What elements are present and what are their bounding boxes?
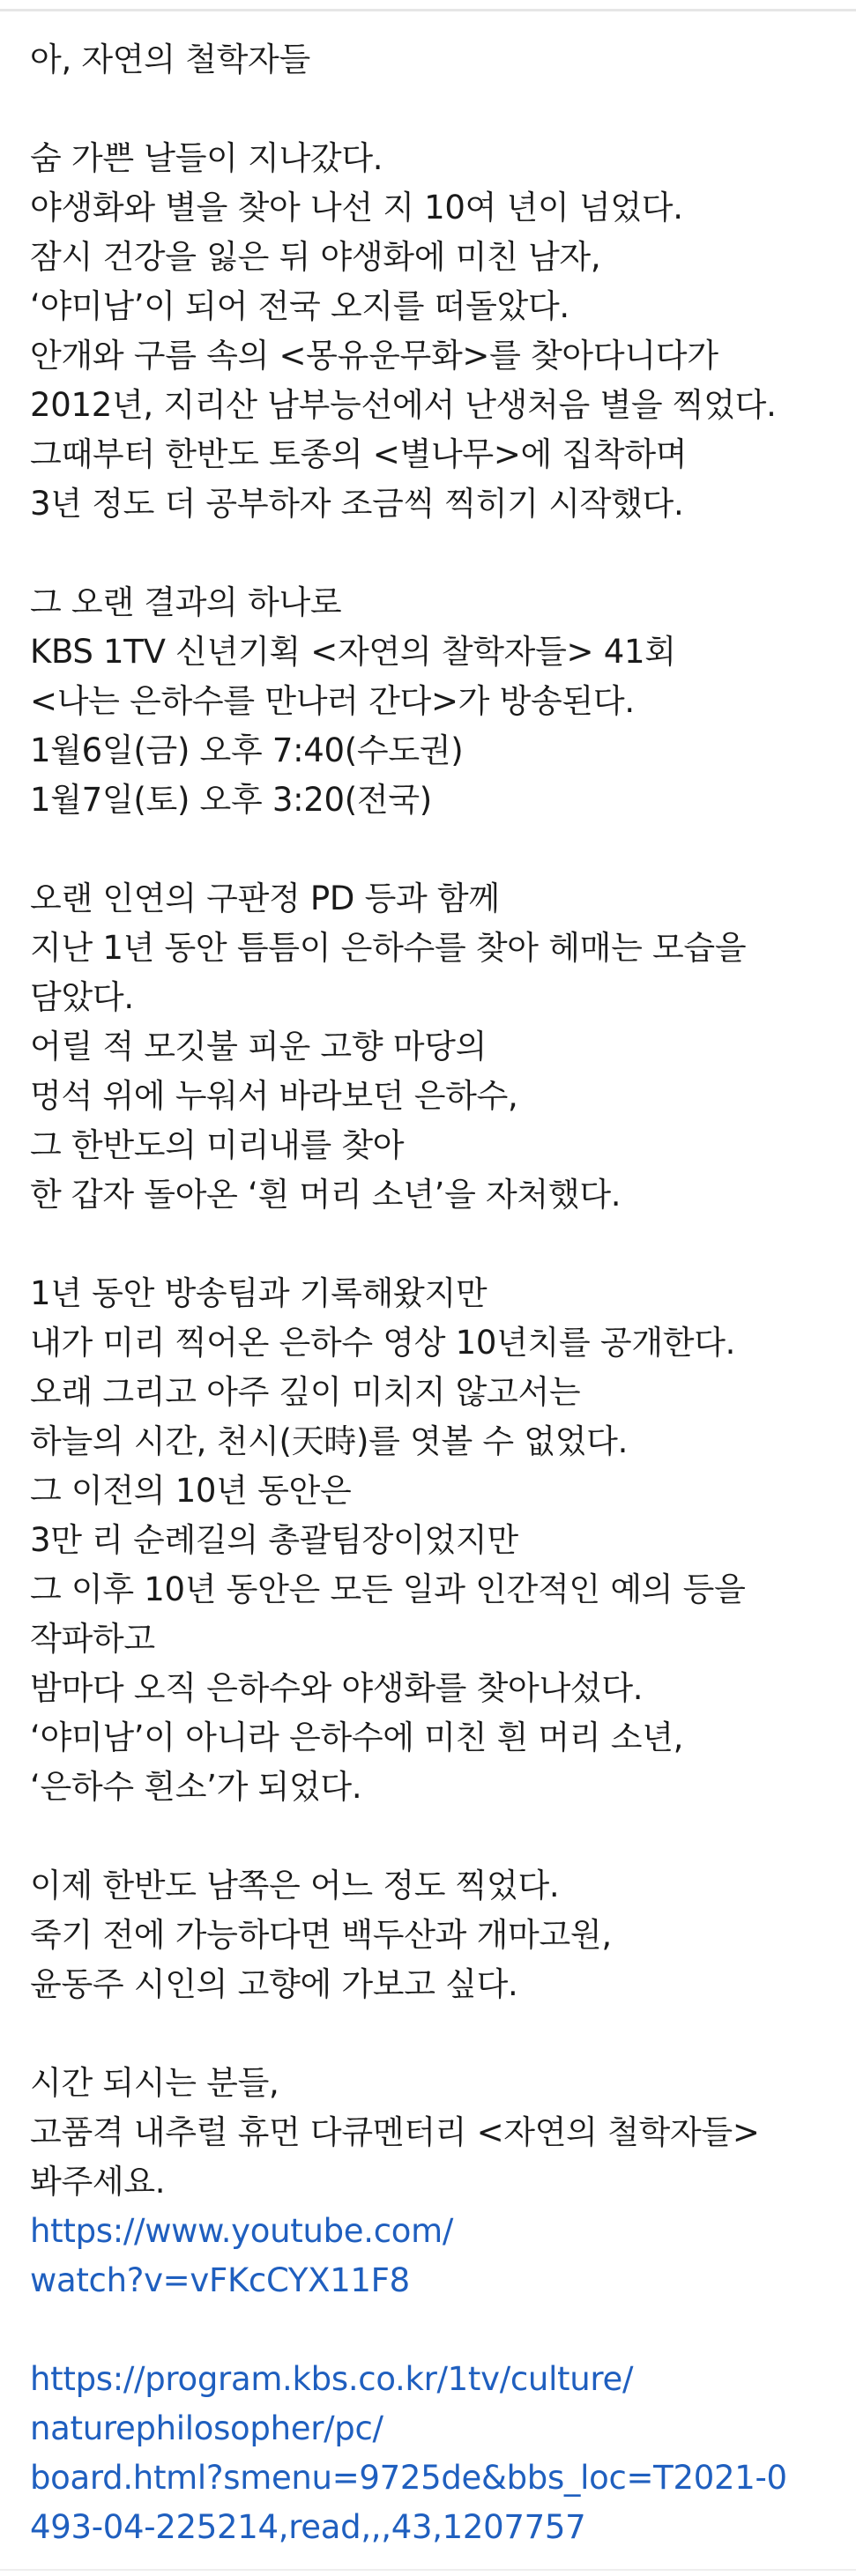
post-text-line: 한 갑자 돌아온 ‘흰 머리 소년’을 자처했다. — [30, 1176, 622, 1214]
post-text-line: 1월6일(금) 오후 7:40(수도권) — [30, 731, 464, 769]
blank-line — [30, 1812, 841, 1861]
post-text-line: 3년 정도 더 공부하자 조금씩 찍히기 시작했다. — [30, 485, 684, 523]
post-text-line: 어릴 적 모깃불 피운 고향 마당의 — [30, 1028, 488, 1065]
post-link-line[interactable]: https://program.kbs.co.kr/1tv/culture/ — [30, 2360, 634, 2398]
top-divider — [0, 0, 856, 11]
post-text-line: 죽기 전에 가능하다면 백두산과 개마고원, — [30, 1916, 612, 1954]
post-text-line: 그때부터 한반도 토종의 <별나무>에 집착하며 — [30, 435, 688, 473]
blank-line — [30, 2009, 841, 2059]
post-link-line[interactable]: https://www.youtube.com/ — [30, 2212, 454, 2250]
post-text-line: 이제 한반도 남쪽은 어느 정도 찍었다. — [30, 1867, 560, 1904]
post-text-line: 1년 동안 방송팀과 기록해왔지만 — [30, 1274, 488, 1312]
post-text-line: 봐주세요. — [30, 2163, 166, 2201]
post-text-line: 3만 리 순례길의 총괄팀장이었지만 — [30, 1521, 518, 1559]
post-text-line: <나는 은하수를 만나러 간다>가 방송된다. — [30, 682, 635, 720]
blank-line — [30, 1220, 841, 1269]
post-text-line: 담았다. — [30, 978, 134, 1016]
post-body — [30, 35, 841, 2552]
post-text-line: KBS 1TV 신년기획 <자연의 찰학자들> 41회 — [30, 633, 676, 671]
blank-line — [30, 529, 841, 578]
post-text-line: ‘은하수 흰소’가 되었다. — [30, 1768, 362, 1806]
post-text-line: 밤마다 오직 은하수와 야생화를 찾아나섰다. — [30, 1669, 644, 1707]
post-text-line: 지난 1년 동안 틈틈이 은하수를 찾아 헤매는 모습을 — [30, 929, 747, 967]
post-text-line: 그 이후 10년 동안은 모든 일과 인간적인 예의 등을 — [30, 1570, 746, 1608]
post-text-line: 오래 그리고 아주 깊이 미치지 않고서는 — [30, 1373, 581, 1411]
post-text-line: 멍석 위에 누워서 바라보던 은하수, — [30, 1077, 518, 1115]
post-text-line: 하늘의 시간, 천시(天時)를 엿볼 수 없었다. — [30, 1422, 629, 1460]
post-text-line: 1월7일(토) 오후 3:20(전국) — [30, 781, 432, 819]
post-text-line: 고품격 내추럴 휴먼 다큐멘터리 <자연의 철학자들> — [30, 2113, 760, 2151]
post-text-line: 그 오랜 결과의 하나로 — [30, 583, 342, 621]
post-link-line[interactable]: watch?v=vFKcCYX11F8 — [30, 2261, 410, 2299]
blank-line — [30, 825, 841, 874]
post-text-line: 야생화와 별을 찾아 나선 지 10여 년이 넘었다. — [30, 189, 683, 226]
post-text-line: ‘야미남’이 아니라 은하수에 미친 흰 머리 소년, — [30, 1719, 684, 1756]
post-text-line: 시간 되시는 분들, — [30, 2064, 279, 2102]
post-link-line[interactable]: 493-04-225214,read,,,43,1207757 — [30, 2508, 586, 2546]
post-link-line[interactable]: naturephilosopher/pc/ — [30, 2409, 383, 2447]
post-text-line: 그 한반도의 미리내를 찾아 — [30, 1126, 405, 1164]
post-title-line: 아, 자연의 철학자들 — [30, 41, 310, 78]
blank-line — [30, 2305, 841, 2355]
blank-line — [30, 85, 841, 134]
post-text-line: 윤동주 시인의 고향에 가보고 싶다. — [30, 1965, 518, 2003]
post-link-line[interactable]: board.html?smenu=9725de&bbs_loc=T2021-0 — [30, 2459, 787, 2497]
post-text-line: 숨 가쁜 날들이 지나갔다. — [30, 139, 383, 177]
post-text-line: 그 이전의 10년 동안은 — [30, 1472, 352, 1510]
post-text-line: 오랜 인연의 구판정 PD 등과 함께 — [30, 880, 500, 917]
post-text-line: 안개와 구름 속의 <몽유운무화>를 찾아다니다가 — [30, 337, 718, 375]
post-text-line: 잠시 건강을 잃은 뒤 야생화에 미친 남자, — [30, 238, 601, 276]
post-text-line: ‘야미남’이 되어 전국 오지를 떠돌았다. — [30, 287, 569, 325]
bottom-divider — [0, 2569, 856, 2576]
post-text-line: 작파하고 — [30, 1620, 155, 1658]
post-text-line: 내가 미리 찍어온 은하수 영상 10년치를 공개한다. — [30, 1324, 736, 1362]
post-text-line: 2012년, 지리산 남부능선에서 난생처음 별을 찍었다. — [30, 386, 777, 424]
